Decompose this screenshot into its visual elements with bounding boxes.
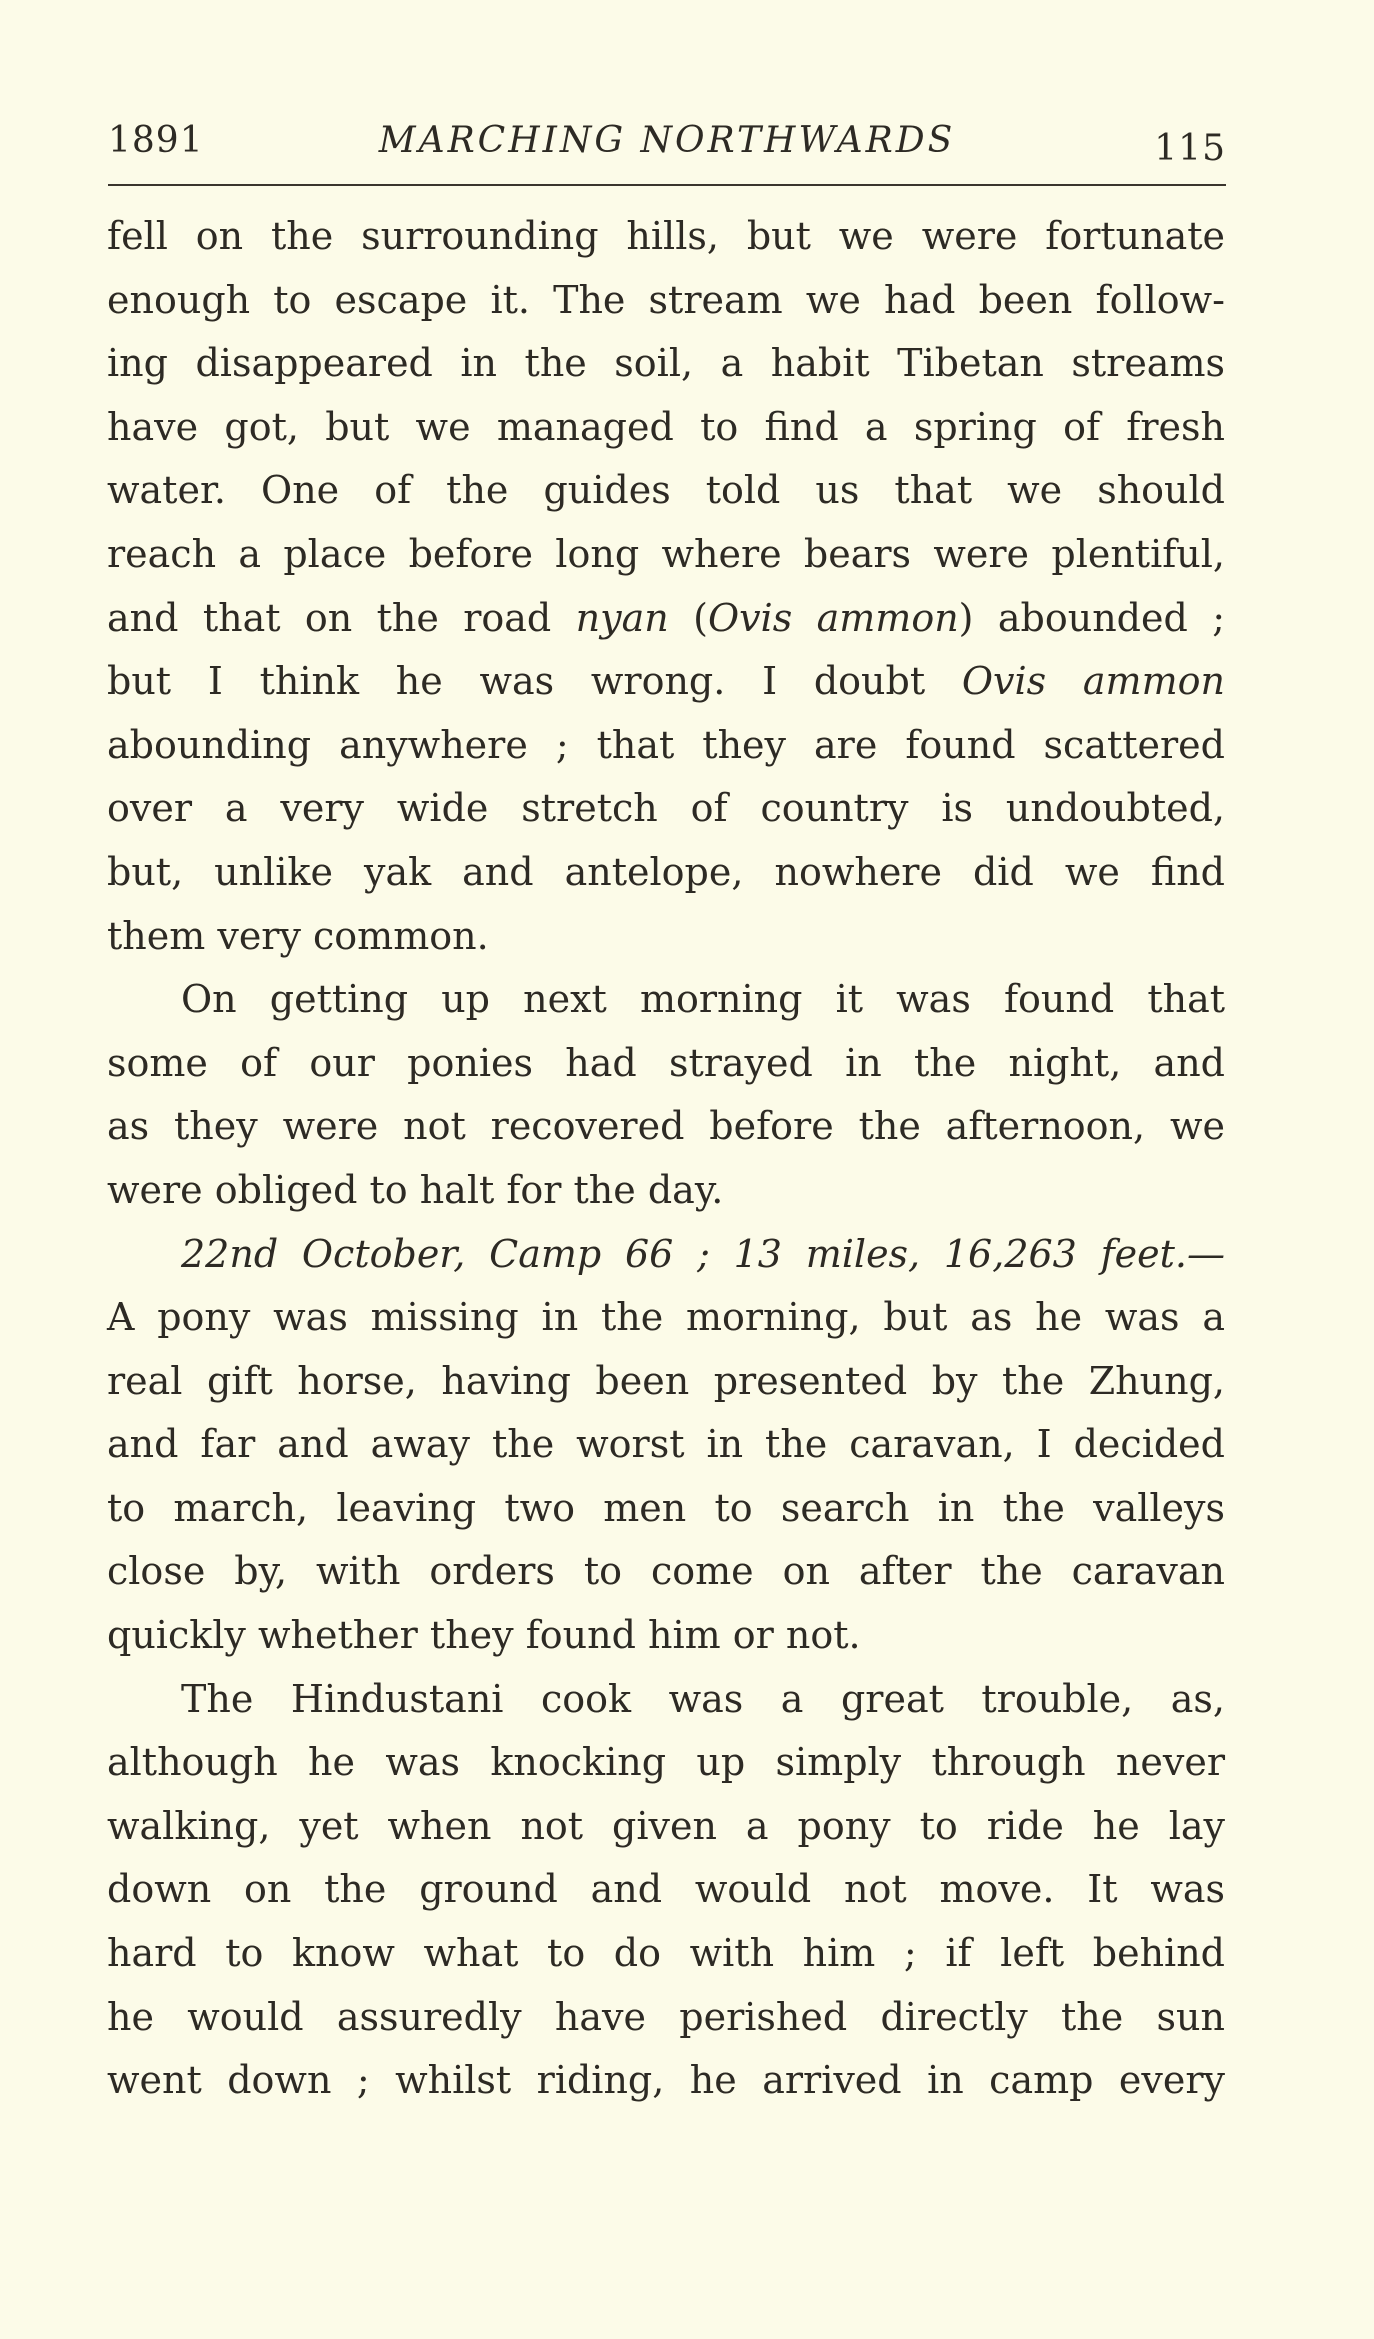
text-line: hard to know what to do with him ; if left behind xyxy=(107,1931,1225,1976)
text-run: and that on the road xyxy=(107,595,576,640)
header-rule xyxy=(108,184,1226,186)
text-line: real gift horse, having been presented by the Zhung, xyxy=(107,1358,1225,1403)
italic-term: nyan xyxy=(575,595,669,640)
text-line: close by, with orders to come on after the caravan xyxy=(107,1549,1225,1594)
text-line: went down ; whilst riding, he arrived in camp every xyxy=(107,2058,1225,2103)
text-run: ) abounded ; xyxy=(958,595,1226,640)
text-line: some of our ponies had strayed in the night, and xyxy=(107,1040,1225,1085)
text-line: enough to escape it. The stream we had been follow- xyxy=(107,277,1225,322)
header-title: MARCHING NORTHWARDS xyxy=(378,120,956,161)
text-line xyxy=(107,650,1225,714)
text-line: water. One of the guides told us that we should xyxy=(107,468,1225,513)
text-line: reach a place before long where bears were plentiful, xyxy=(107,531,1225,576)
text-line: although he was knocking up simply through never xyxy=(107,1740,1225,1785)
italic-term: Ovis ammon xyxy=(961,659,1225,704)
text-line: quickly whether they found him or not. xyxy=(107,1613,861,1658)
body-text xyxy=(107,205,1225,2113)
text-line: but, unlike yak and antelope, nowhere did we find xyxy=(107,849,1225,894)
text-line: to march, leaving two men to search in the valleys xyxy=(107,1485,1225,1530)
text-run: but I think he was wrong. I doubt xyxy=(107,659,962,704)
text-line: he would assuredly have perished directly the sun xyxy=(107,1994,1225,2039)
text-line: have got, but we managed to find a spring of fresh xyxy=(107,404,1225,449)
text-line: ing disappeared in the soil, a habit Tibetan streams xyxy=(107,341,1225,386)
text-line: over a very wide stretch of country is undoubted, xyxy=(107,786,1225,831)
text-line: and far and away the worst in the caravan, I decided xyxy=(107,1422,1225,1467)
running-header xyxy=(108,112,1226,172)
text-line: On getting up next morning it was found that xyxy=(181,977,1225,1022)
text-line: The Hindustani cook was a great trouble, as, xyxy=(181,1676,1225,1721)
italic-term: Ovis ammon xyxy=(707,595,959,640)
header-year: 1891 xyxy=(108,120,204,161)
page-number: 115 xyxy=(1154,128,1226,169)
text-line xyxy=(107,587,1225,651)
text-line: were obliged to halt for the day. xyxy=(107,1167,724,1212)
text-line: A pony was missing in the morning, but as he was a xyxy=(107,1295,1225,1340)
text-line: them very common. xyxy=(107,913,489,958)
text-line: walking, yet when not given a pony to ride he lay xyxy=(107,1803,1225,1848)
text-line: as they were not recovered before the afternoon, we xyxy=(107,1104,1225,1149)
dated-entry-heading: 22nd October, Camp 66 ; 13 miles, 16,263 feet.— xyxy=(181,1231,1225,1276)
text-run: ( xyxy=(668,595,708,640)
text-line: abounding anywhere ; that they are found scattered xyxy=(107,722,1225,767)
text-line: fell on the surrounding hills, but we were fortunate xyxy=(107,214,1225,258)
text-line: down on the ground and would not move. It was xyxy=(107,1867,1225,1912)
